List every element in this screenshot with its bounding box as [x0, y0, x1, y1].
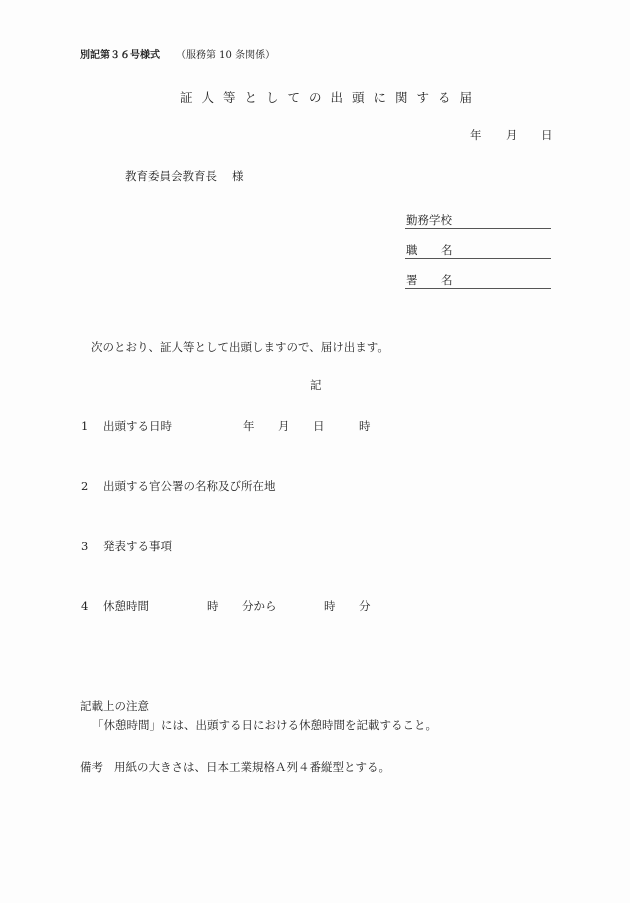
- to-hour-label: 時: [324, 599, 336, 613]
- signature-label-2: 名: [441, 273, 453, 287]
- notes-heading: 記載上の注意: [80, 699, 149, 713]
- item-day-label: 日: [313, 419, 325, 433]
- item-label: 休憩時間: [103, 599, 149, 613]
- body-text: 次のとおり、証人等として出頭しますので、届け出ます。: [91, 340, 389, 354]
- signature-underline: [405, 288, 551, 289]
- addressee-name: 教育委員会教育長: [125, 169, 217, 183]
- notes-text: 「休憩時間」には、出頭する日における休憩時間を記載すること。: [92, 718, 437, 732]
- item-number: 3: [81, 539, 89, 553]
- position-label-2: 名: [441, 243, 453, 257]
- position-underline: [405, 258, 551, 259]
- item-hour-label: 時: [359, 419, 371, 433]
- date-month-label: 月: [506, 128, 518, 142]
- item-label: 発表する事項: [103, 539, 172, 553]
- date-day-label: 日: [541, 128, 553, 142]
- ki-heading: 記: [310, 378, 322, 392]
- from-hour-label: 時: [207, 599, 219, 613]
- signature-label-1: 署: [406, 273, 418, 287]
- form-number: 別記第３６号様式: [80, 50, 160, 61]
- item-number: 2: [81, 479, 89, 493]
- document-title: 証人等としての出頭に関する届: [180, 90, 482, 105]
- school-label: 勤務学校: [406, 213, 452, 227]
- item-number: 4: [81, 599, 89, 613]
- school-underline: [405, 228, 551, 229]
- date-year-label: 年: [470, 128, 482, 142]
- item-label: 出頭する日時: [103, 419, 172, 433]
- to-minute-label: 分: [359, 599, 371, 613]
- item-year-label: 年: [243, 419, 255, 433]
- item-month-label: 月: [278, 419, 290, 433]
- addressee-honorific: 様: [232, 169, 244, 183]
- item-number: 1: [81, 419, 89, 433]
- form-basis: （服務第 10 条関係）: [176, 50, 276, 61]
- remarks-label: 備考: [80, 760, 103, 774]
- item-label: 出頭する官公署の名称及び所在地: [103, 479, 276, 493]
- remarks-text: 用紙の大きさは、日本工業規格Ａ列４番縦型とする。: [114, 760, 390, 774]
- from-minute-label: 分から: [242, 599, 277, 613]
- position-label-1: 職: [406, 243, 418, 257]
